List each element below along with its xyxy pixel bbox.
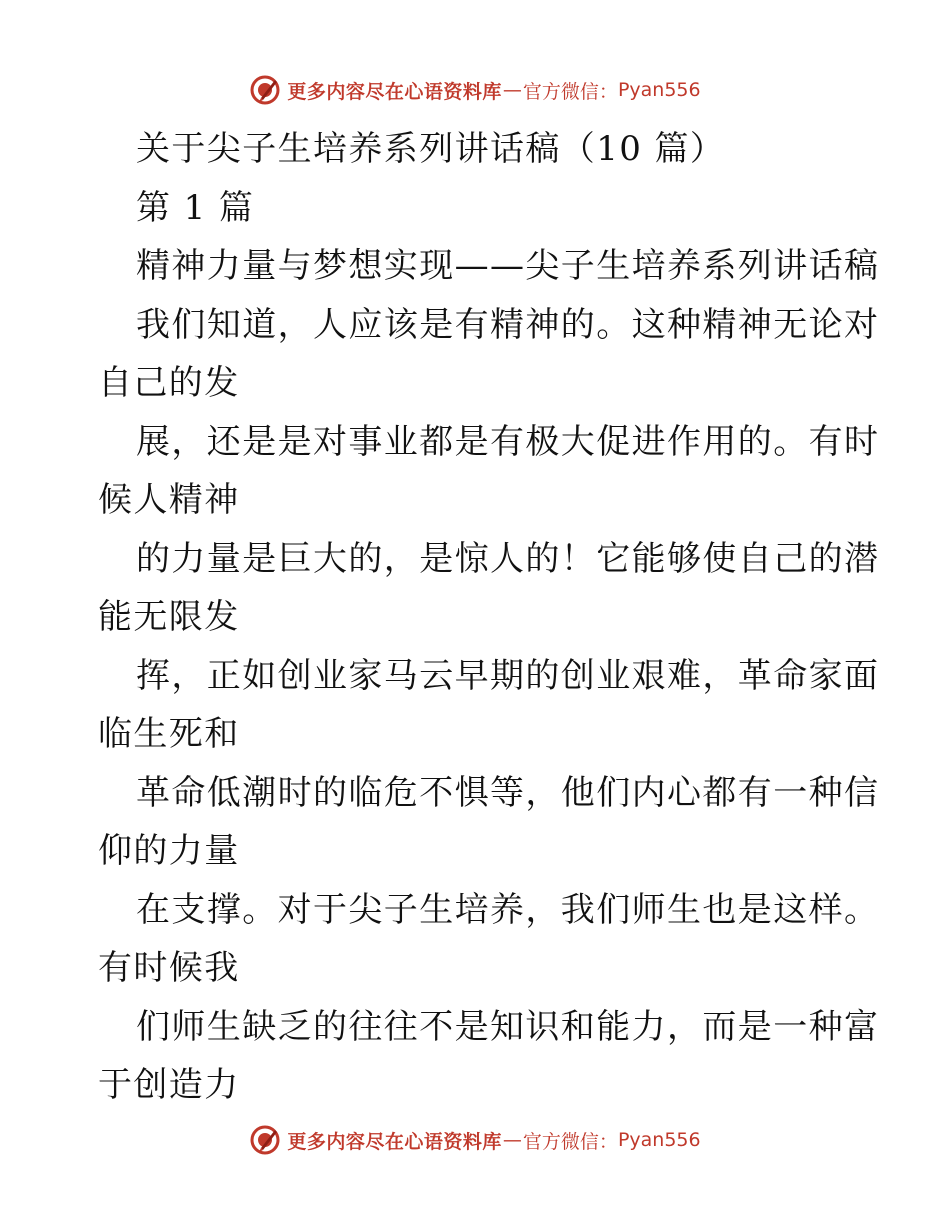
- doc-line: [98, 588, 858, 647]
- watermark-wechat-id: Pyan556: [617, 1129, 701, 1151]
- doc-line-text: 关于尖子生培养系列讲话稿（10 篇）: [136, 129, 726, 169]
- doc-line-text: 精神力量与梦想实现——尖子生培养系列讲话稿: [136, 246, 880, 286]
- header-watermark: [0, 70, 950, 110]
- doc-line: [98, 764, 880, 823]
- doc-line: [98, 939, 858, 998]
- doc-line: [98, 1056, 858, 1115]
- doc-line: [98, 120, 858, 179]
- doc-line-text: 候人精神: [98, 480, 240, 520]
- doc-line: [98, 179, 858, 238]
- pen-logo-icon: [249, 74, 281, 106]
- watermark-wechat-label: 官方微信：: [522, 1130, 618, 1153]
- doc-line-text: 第 1 篇: [136, 187, 255, 228]
- doc-line: [98, 237, 880, 296]
- doc-line-text: 有时候我: [98, 948, 240, 988]
- doc-line-text: 展，还是是对事业都是有极大促进作用的。有时: [136, 421, 880, 462]
- watermark-site-text: 更多内容尽在心语资料库: [287, 1130, 502, 1153]
- doc-line: [98, 998, 880, 1057]
- doc-line-text: 革命低潮时的临危不惧等，他们内心都有一种信: [136, 772, 880, 813]
- doc-line-text: 我们知道，人应该是有精神的。这种精神无论对: [136, 304, 880, 345]
- watermark-separator: —: [502, 79, 522, 101]
- watermark-separator: —: [502, 1129, 522, 1151]
- doc-line-text: 临生死和: [98, 714, 240, 754]
- doc-line-text: 能无限发: [98, 597, 240, 637]
- doc-line: [98, 413, 880, 472]
- pen-logo-icon: [249, 1124, 281, 1156]
- watermark-site-text: 更多内容尽在心语资料库: [287, 80, 502, 103]
- doc-line-text: 于创造力: [98, 1065, 240, 1105]
- doc-line: [98, 354, 858, 413]
- doc-line-text: 们师生缺乏的往往不是知识和能力，而是一种富: [136, 1006, 880, 1047]
- watermark-wechat-label: 官方微信：: [522, 80, 618, 103]
- doc-line: [98, 296, 880, 355]
- doc-line: [98, 647, 880, 706]
- doc-line-text: 挥，正如创业家马云早期的创业艰难，革命家面: [136, 655, 880, 696]
- doc-line: [98, 471, 858, 530]
- footer-watermark: [0, 1120, 950, 1160]
- doc-line-text: 仰的力量: [98, 831, 240, 871]
- doc-line-text: 的力量是巨大的，是惊人的！它能够使自己的潜: [136, 538, 880, 579]
- doc-line: [98, 530, 880, 589]
- doc-line-text: 在支撑。对于尖子生培养，我们师生也是这样。: [136, 889, 880, 930]
- doc-line: [98, 881, 880, 940]
- doc-line: [98, 705, 858, 764]
- doc-line-text: 自己的发: [98, 363, 240, 403]
- document-body: [98, 120, 880, 1115]
- doc-line: [98, 822, 858, 881]
- watermark-wechat-id: Pyan556: [617, 79, 701, 101]
